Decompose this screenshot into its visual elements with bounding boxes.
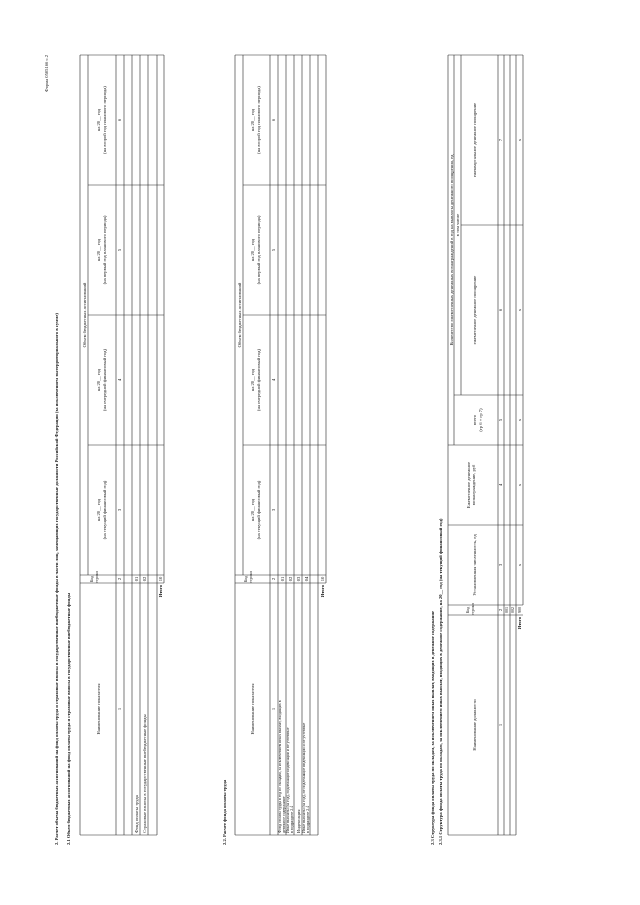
s22-header-y2-sub: (на очередной финансовый год) bbox=[256, 348, 261, 412]
s21-header-y3: на 20__ год bbox=[96, 238, 101, 262]
s21-header-y2-sub: (на очередной финансовый год) bbox=[102, 348, 107, 412]
s23-header-monthly: ежемесячное денежное поощрение bbox=[472, 275, 477, 345]
s23-header-staff: Установленная численность, ед bbox=[472, 534, 477, 596]
s22-row-code: 03 bbox=[296, 576, 301, 582]
s22-header-y1-sub: (на текущий финансовый год) bbox=[256, 480, 261, 540]
s21-header-y4-sub: (на второй год планового периода) bbox=[102, 86, 107, 154]
s23-colnum: 4 bbox=[498, 483, 503, 487]
s22-row-name-cont: в подразделе 2.4 bbox=[290, 805, 294, 833]
s23-colnum: 1 bbox=[498, 723, 503, 727]
section-2-3-title: 2.3 Структура фонда оплаты труда по окладам, за исключением иных выплат, входящих в денежное содержание bbox=[430, 610, 435, 845]
section-2-title: 2. Расчет объема бюджетных ассигнований на фонд оплаты труда и страховые взносы в государственные внебюджетные фонды в части лиц, замещающих государственные должности Российской Федерации (за исключением экстерриториального в сумме) bbox=[54, 313, 59, 845]
s22-header-code: Код строки bbox=[243, 571, 253, 583]
s21-header-name: Наименование показателя bbox=[96, 683, 101, 735]
s23-row-code: 001 bbox=[504, 607, 509, 613]
s22-row-name: Индексация bbox=[296, 809, 301, 833]
s22-row-code: 04 bbox=[304, 576, 309, 582]
s23-header-code: Код строки bbox=[465, 603, 475, 615]
s23-colnum: 2 bbox=[498, 608, 503, 612]
s23-total-salary-x: x bbox=[517, 483, 522, 487]
s21-colnum: 3 bbox=[117, 508, 122, 512]
s22-colnum: 5 bbox=[271, 248, 276, 252]
s23-total-quarterly-x: x bbox=[517, 138, 522, 142]
s22-row-name: Иные выплаты (за год), подлежащие индексации и не учтенные bbox=[286, 727, 290, 833]
s22-row-name: Фонд оплаты труда в год по окладам, за исключением иных выплат, входящих в bbox=[278, 700, 282, 833]
s21-colnum: 2 bbox=[117, 577, 122, 581]
s23-colnum: 3 bbox=[498, 563, 503, 567]
section-2-3-1-title: 2.3.1 Структура фонда оплаты труда по окладам, за исключением иных выплат, входящих в денежное содержание, на 20__ год (на текущий финансовый год) bbox=[438, 518, 443, 845]
s22-colnum: 6 bbox=[271, 118, 276, 122]
form-number-label: Форма 0505166 с.2 bbox=[44, 55, 49, 92]
s22-header-name: Наименование показателя bbox=[250, 683, 255, 735]
s22-header-y4-sub: (на второй год планового периода) bbox=[256, 86, 261, 154]
section-2-1-title: 2.1 Объем бюджетных ассигнований на фонд оплаты труда и страховые взносы в государственные внебюджетные фонды bbox=[66, 592, 71, 845]
s21-colnum: 1 bbox=[117, 707, 122, 711]
s23-colnum: 7 bbox=[498, 138, 503, 142]
s23-header-total: всего bbox=[472, 414, 477, 426]
s22-total-label: Итого bbox=[320, 585, 325, 598]
s21-total-label: Итого bbox=[158, 585, 163, 598]
s21-header-code: Код строки bbox=[89, 571, 99, 583]
s21-header-y1-sub: (на текущий финансовый год) bbox=[102, 480, 107, 540]
s23-header-quarterly: ежеквартальное денежное поощрение bbox=[472, 102, 477, 178]
s22-header-y1: на 20__ год bbox=[250, 498, 255, 522]
s21-colnum: 4 bbox=[117, 378, 122, 382]
s23-header-count-group: Количество ежемесячных денежных вознаграждений в год на выплаты денежного поощрения, ед bbox=[449, 154, 454, 346]
s21-header-y2: на 20__ год bbox=[96, 368, 101, 392]
s21-row-name: Страховые взносы в государственные внебюджетные фонды bbox=[142, 714, 147, 833]
s23-total-count-x: x bbox=[517, 418, 522, 422]
s22-row-name-cont: в подразделе 2.4 bbox=[306, 805, 310, 833]
s22-header-group: Объем бюджетных ассигнований bbox=[237, 282, 242, 348]
s23-colnum: 6 bbox=[498, 308, 503, 312]
s23-colnum: 5 bbox=[498, 418, 503, 422]
s22-colnum: 2 bbox=[271, 577, 276, 581]
s22-colnum: 3 bbox=[271, 508, 276, 512]
s22-colnum: 4 bbox=[271, 378, 276, 382]
section-2-2-title: 2.2. Расчет фонда оплаты труда bbox=[222, 779, 227, 845]
s22-colnum: 1 bbox=[271, 707, 276, 711]
s23-total-label: Итого bbox=[517, 617, 522, 630]
s22-header-y3: на 20__ год bbox=[250, 238, 255, 262]
s23-header-incl: в том числе bbox=[455, 213, 460, 237]
s21-header-y1: на 20__ год bbox=[96, 498, 101, 522]
s22-header-y3-sub: (на первый год планового периода) bbox=[256, 215, 261, 285]
s23-total-code: 900 bbox=[517, 607, 522, 613]
s21-row-name: Фонд оплаты труда bbox=[134, 795, 139, 833]
s22-row-code: 01 bbox=[280, 576, 285, 582]
s21-header-group: Объем бюджетных ассигнований bbox=[82, 282, 87, 348]
s22-row-name: Иные выплаты (за год), не подлежащие индексации и не учтенные bbox=[302, 722, 306, 833]
s23-row-code: 002 bbox=[510, 607, 515, 613]
s23-total-monthly-x: x bbox=[517, 308, 522, 312]
s22-header-y2: на 20__ год bbox=[250, 368, 255, 392]
s23-header-salary: Ежемесячное денежное вознаграждение, руб bbox=[466, 461, 477, 509]
s22-total-code: 10 bbox=[320, 576, 325, 582]
s21-colnum: 6 bbox=[117, 118, 122, 122]
s23-total-staff-x: x bbox=[517, 563, 522, 567]
s23-header-name: Наименование должности bbox=[472, 699, 477, 751]
s21-total-code: 10 bbox=[158, 576, 163, 582]
s21-header-y4: на 20__ год bbox=[96, 108, 101, 132]
s21-header-y3-sub: (на первый год планового периода) bbox=[102, 215, 107, 285]
s22-header-y4: на 20__ год bbox=[250, 108, 255, 132]
s22-row-code: 02 bbox=[288, 576, 293, 582]
s22-row-name-cont: денежное содержание bbox=[282, 796, 286, 833]
s21-row-code: 02 bbox=[142, 576, 147, 582]
s23-header-total-formula: (гр 6 + гр 7) bbox=[478, 408, 483, 432]
s21-colnum: 5 bbox=[117, 248, 122, 252]
s21-row-code: 01 bbox=[134, 576, 139, 582]
